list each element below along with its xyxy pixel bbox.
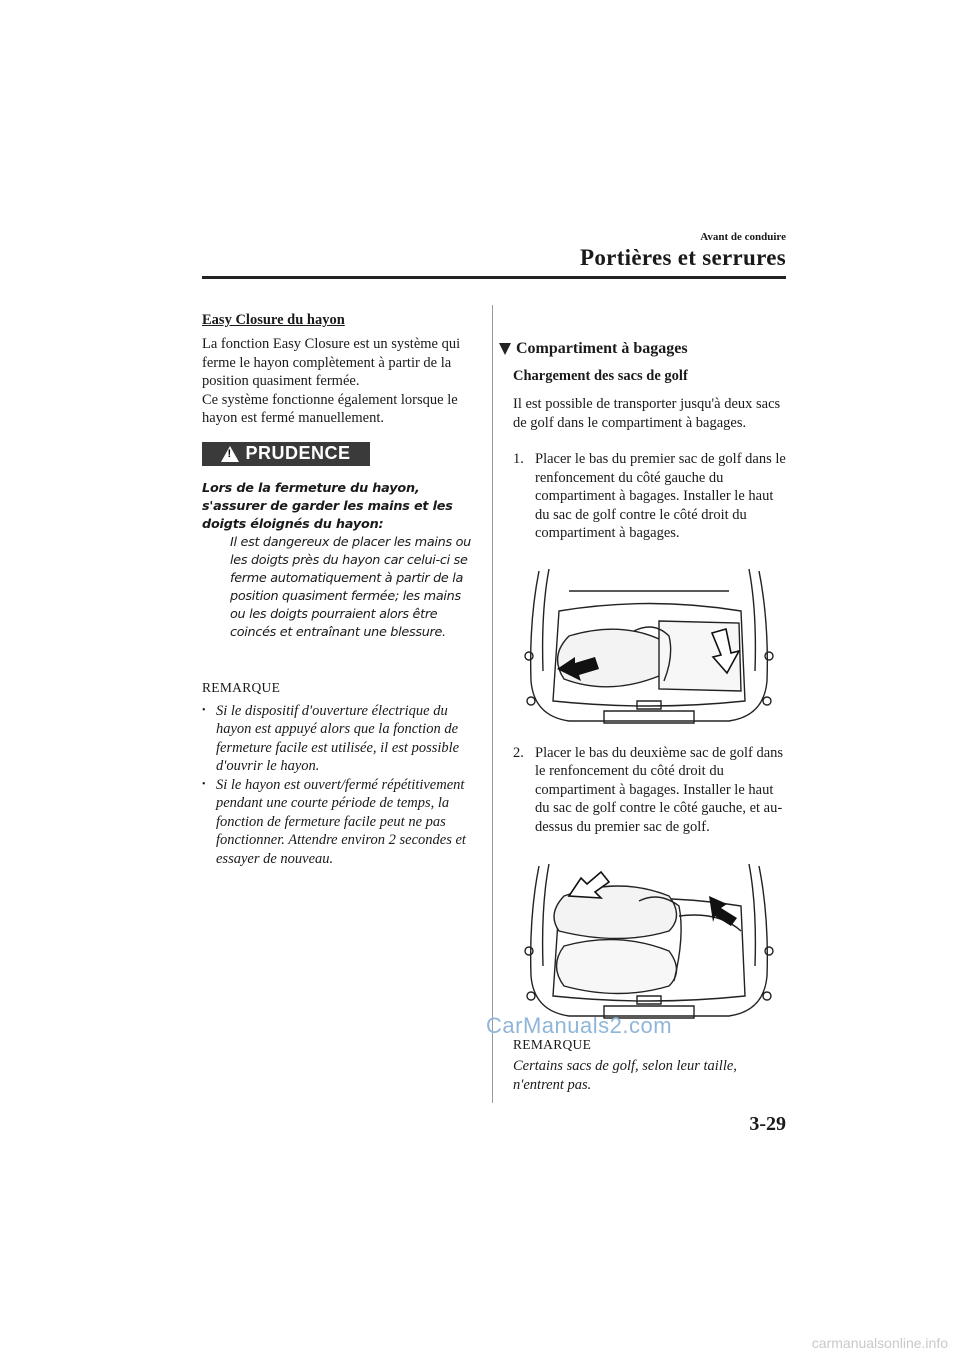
column-divider xyxy=(492,305,493,1103)
note-list xyxy=(202,702,474,869)
warning-triangle-icon: ! xyxy=(221,446,239,462)
golf-intro: Il est possible de transporter jusqu'à deux sacs de golf dans le compartiment à bagages. xyxy=(513,396,781,431)
warning-body: Il est dangereux de placer les mains ou les doigts près du hayon car celui-ci se ferme automatiquement à partir de la position quasiment fermée; les mains ou les doigts pourraient alors être coincés et entraînant une blessure. xyxy=(230,534,471,640)
caution-banner xyxy=(202,442,370,466)
header-section-label: Avant de conduire xyxy=(700,231,786,243)
section-heading-text: Compartiment à bagages xyxy=(516,340,688,357)
warning-lead: Lors de la fermeture du hayon, s'assurer de garder les mains et les doigts éloignés du hayon: xyxy=(202,480,453,532)
note-title: REMARQUE xyxy=(202,679,281,695)
caution-label: PRUDENCE xyxy=(245,443,351,463)
bullet-icon: • xyxy=(202,704,206,716)
page-title: Portières et serrures xyxy=(580,245,786,270)
header-divider xyxy=(202,276,786,279)
note-text: Si le hayon est ouvert/fermé répétitivement pendant une courte période de temps, la fonction de fermeture facile peut ne pas fonctionner. Attendre environ 2 secondes et essayer de nouveau. xyxy=(216,776,466,867)
section-triangle-icon xyxy=(499,343,511,355)
step-number: 2. xyxy=(513,744,524,761)
page-number: 3-29 xyxy=(749,1113,786,1135)
right-column xyxy=(513,340,788,1094)
easy-closure-para-1: La fonction Easy Closure est un système qui ferme le hayon complètement à partir de la position quasiment fermée. xyxy=(202,336,461,389)
easy-closure-heading: Easy Closure du hayon xyxy=(202,312,345,328)
easy-closure-para-2: Ce système fonctionne également lorsque le hayon est fermé manuellement. xyxy=(202,391,458,426)
section-heading xyxy=(513,340,788,358)
trunk-illustration-2 xyxy=(509,856,789,1026)
golf-bags-heading: Chargement des sacs de golf xyxy=(513,368,688,384)
trunk-illustration-1 xyxy=(509,561,789,731)
note-item xyxy=(202,776,474,869)
step-text: Placer le bas du deuxième sac de golf dans le renfoncement du côté droit du compartiment à bagages. Installer le haut du sac de golf contre le côté gauche, et au-dessus du premier sac de golf. xyxy=(535,744,784,835)
note-item xyxy=(202,702,474,776)
step-text: Placer le bas du premier sac de golf dans le renfoncement du côté gauche du compartiment à bagages. Installer le haut du sac de golf contre le côté droit du compartiment à bagages. xyxy=(535,451,786,541)
step-2 xyxy=(513,744,788,837)
watermark-logo: CarManuals2.com xyxy=(486,1013,673,1038)
note-title-right: REMARQUE xyxy=(513,1037,592,1052)
step-number: 1. xyxy=(513,451,524,467)
note-right: Certains sacs de golf, selon leur taille, n'entrent pas. xyxy=(513,1058,737,1093)
note-text: Si le dispositif d'ouverture électrique du hayon est appuyé alors que la fonction de fermeture facile est utilisée, il est possible d'ouvrir le hayon. xyxy=(216,702,460,774)
left-column xyxy=(202,312,474,868)
footer-site-label: carmanualsonline.info xyxy=(811,1335,948,1351)
bullet-icon: • xyxy=(202,778,206,790)
step-1 xyxy=(513,450,788,543)
